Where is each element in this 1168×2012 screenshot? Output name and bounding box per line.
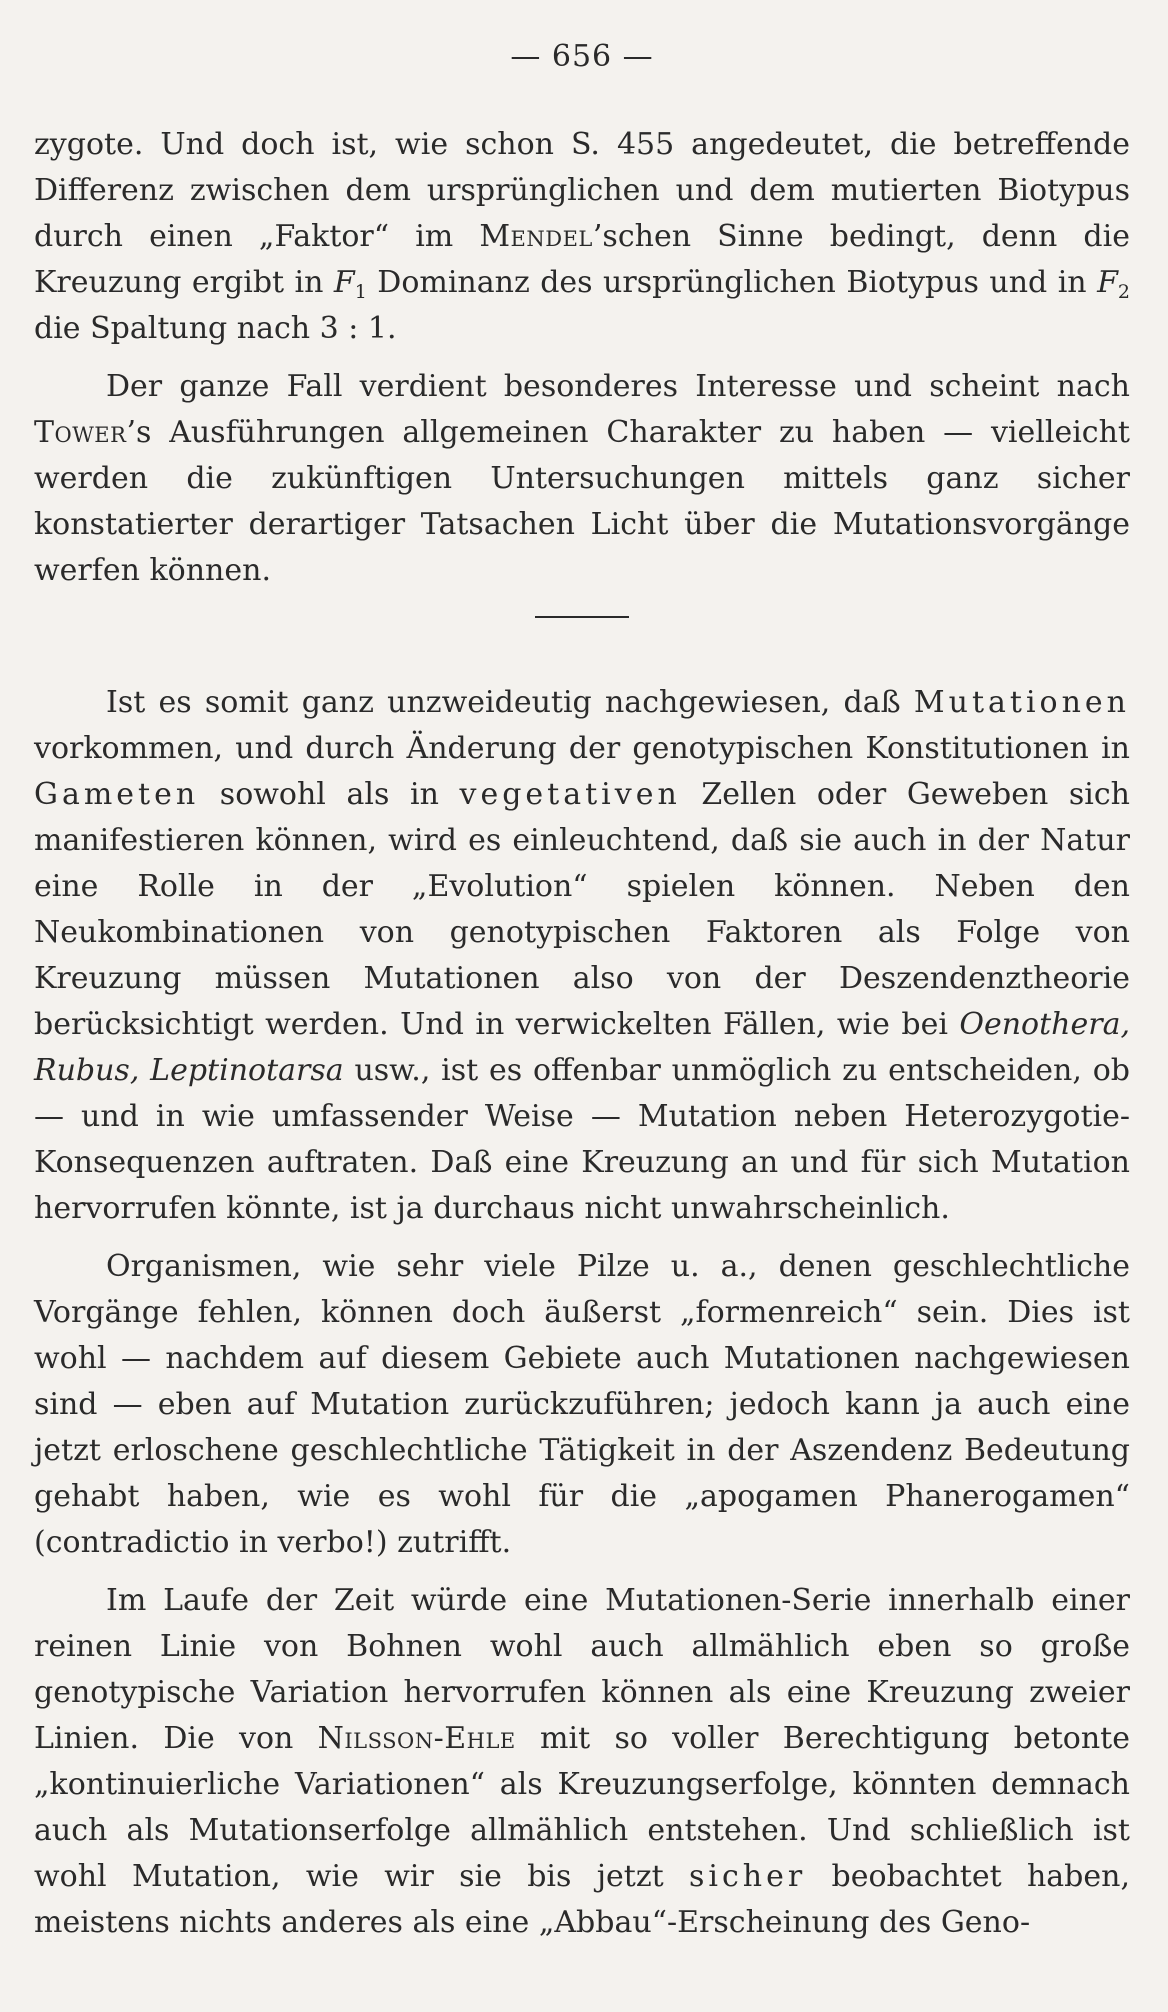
author-name-nilsson-ehle: Nilsson-Ehle bbox=[317, 1721, 516, 1756]
paragraph-2 bbox=[34, 364, 1130, 594]
author-name-tower: Tower bbox=[34, 415, 127, 450]
paragraph-4: Organismen, wie sehr viele Pilze u. a., denen geschlechtliche Vorgänge fehlen, können doch äußerst „formenreich“ sein. Dies ist wohl — nachdem auf diesem Gebiete auch Mutationen nachgewiesen sind — eben auf Mutation zurückzuführen; jedoch kann ja auch eine jetzt erloschene geschlechtliche Tätigkeit in der Aszendenz Bedeutung gehabt haben, wie es wohl für die „apogamen Phanerogamen“ (contradictio in verbo!) zutrifft. bbox=[34, 1249, 1130, 1560]
genus-names: Oenothera, Rubus, Leptinotarsa bbox=[34, 1007, 1130, 1088]
paragraph-5-text: beobachtet haben, meistens nichts anderes als eine „Abbau“-Erscheinung des Geno- bbox=[34, 1859, 1130, 1940]
generation-f2-letter: F bbox=[1097, 265, 1118, 300]
emphasis-mutationen: Mutationen bbox=[913, 685, 1130, 720]
paragraph-5-text: Im Laufe der Zeit würde eine Mutationen-Serie innerhalb einer reinen Linie von Bohnen wohl auch allmählich eben so große genotypische Variation hervorrufen können als eine Kreuzung zweier Linien. Die von bbox=[34, 1583, 1130, 1756]
paragraph-3-text: sowohl als in bbox=[199, 777, 460, 812]
paragraph-1-text: die Spaltung nach 3 : 1. bbox=[34, 311, 397, 346]
generation-f2-subscript: 2 bbox=[1117, 281, 1130, 303]
emphasis-gameten: Gameten bbox=[34, 777, 200, 812]
paragraph-5 bbox=[34, 1578, 1130, 1946]
emphasis-vegetativen: vegetativen bbox=[459, 777, 681, 812]
paragraph-3-text: Zellen oder Geweben sich manifestieren können, wird es einleuchtend, daß sie auch in der Natur eine Rolle in der „Evolution“ spielen können. Neben den Neukombinationen von genotypischen Faktoren als Folge von Kreuzung müssen Mutationen also von der Deszendenztheorie berücksichtigt werden. Und in verwickelten Fällen, wie bei bbox=[34, 777, 1130, 1042]
generation-f1-letter: F bbox=[333, 265, 355, 300]
section-divider bbox=[535, 616, 629, 618]
paragraph-1-text: ’schen Sinne bedingt, denn die Kreuzung ergibt in bbox=[34, 219, 1130, 300]
paragraph-2-text: ’s Ausführungen allgemeinen Charakter zu haben — vielleicht werden die zukünftigen Untersuchungen mittels ganz sicher konstatierter derartiger Tatsachen Licht über die Mutationsvorgänge werfen können. bbox=[34, 415, 1130, 588]
paragraph-1-text: zygote. Und doch ist, wie schon S. 455 angedeutet, die betreffende Differenz zwischen dem ursprünglichen und dem mutierten Biotypus durch einen „Faktor“ im bbox=[34, 127, 1130, 254]
paragraph-3-text: vorkommen, und durch Änderung der genotypischen Konstitutionen in bbox=[34, 731, 1130, 766]
page-number: — 656 — bbox=[510, 39, 654, 74]
paragraph-5-text: mit so voller Berechtigung betonte „kontinuierliche Variationen“ als Kreuzungserfolge, könnten demnach auch als Mutationserfolge allmählich entstehen. Und schließlich ist wohl Mutation, wie wir sie bis jetzt bbox=[34, 1721, 1130, 1894]
emphasis-sicher: sicher bbox=[689, 1859, 807, 1894]
paragraph-3 bbox=[34, 680, 1130, 1232]
paragraph-1 bbox=[34, 122, 1130, 352]
paragraph-1-text: Dominanz des ursprünglichen Biotypus und in bbox=[366, 265, 1098, 300]
paragraph-3-text: Ist es somit ganz unzweideutig nachgewiesen, daß bbox=[106, 685, 914, 720]
paragraph-2-text: Der ganze Fall verdient besonderes Interesse und scheint nach bbox=[106, 369, 1130, 404]
generation-f1-subscript: 1 bbox=[354, 281, 367, 303]
author-name-mendel: Mendel bbox=[479, 219, 593, 254]
paragraph-3-text: usw., ist es offenbar unmöglich zu entscheiden, ob — und in wie umfassender Weise — Mutation neben Heterozygotie-Konsequenzen auftraten. Daß eine Kreuzung an und für sich Mutation hervorrufen könnte, ist ja durchaus nicht unwahrscheinlich. bbox=[34, 1053, 1130, 1226]
